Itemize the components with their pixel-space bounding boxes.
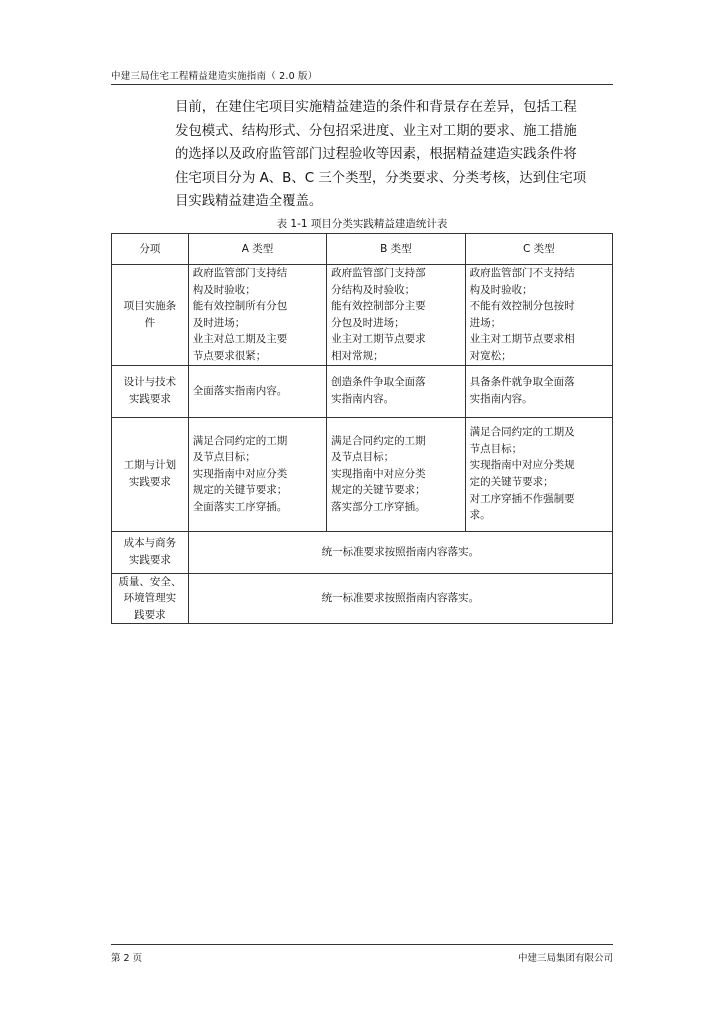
row-label: 项目实施条 件	[112, 265, 189, 366]
cell-type-b: 创造条件争取全面落 实指南内容。	[327, 365, 465, 417]
page-number: 第 2 页	[111, 953, 143, 964]
row-label: 质量、安全、 环境管理实 践要求	[112, 573, 189, 624]
company-name: 中建三局集团有限公司	[517, 953, 613, 964]
table-row	[112, 365, 613, 417]
table-header-row	[112, 234, 613, 265]
header-cell-item: 分项	[112, 234, 189, 265]
cell-type-c: 具备条件就争取全面落 实指南内容。	[465, 365, 612, 417]
header-cell-type-a: A 类型	[188, 234, 326, 265]
cell-type-c: 政府监管部门不支持结 构及时验收； 不能有效控制分包按时 进场； 业主对工期节点要求相 对宽松；	[465, 265, 612, 366]
body-line: 的选择以及政府监管部门过程验收等因素，根据精益建造实践条件将	[175, 147, 577, 162]
cell-type-a: 政府监管部门支持结 构及时验收； 能有效控制所有分包 及时进场； 业主对总工期及主要 节点要求很紧；	[188, 265, 326, 366]
header-cell-type-b: B 类型	[327, 234, 465, 265]
table-row	[112, 531, 613, 573]
row-label: 设计与技术 实践要求	[112, 365, 189, 417]
table-row	[112, 265, 613, 366]
body-line: 目前，在建住宅项目实施精益建造的条件和背景存在差异，包括工程	[175, 100, 577, 115]
cell-type-a: 全面落实指南内容。	[188, 365, 326, 417]
body-line: 目实践精益建造全覆盖。	[175, 194, 323, 209]
running-header: 中建三局住宅工程精益建造实施指南（ 2.0 版）	[111, 71, 318, 82]
footer-rule	[111, 944, 613, 945]
table-caption: 表 1-1 项目分类实践精益建造统计表	[276, 218, 448, 230]
header-rule	[111, 84, 613, 85]
body-line: 住宅项目分为 A、B、C 三个类型，分类要求、分类考核，达到住宅项	[175, 170, 587, 186]
table-row	[112, 573, 613, 624]
merged-requirement-cell: 统一标准要求按照指南内容落实。	[188, 531, 612, 573]
merged-requirement-cell: 统一标准要求按照指南内容落实。	[188, 573, 612, 624]
header-cell-type-c: C 类型	[465, 234, 612, 265]
cell-type-a: 满足合同约定的工期 及节点目标； 实现指南中对应分类 规定的关键节要求； 全面落实工序穿插。	[188, 417, 326, 531]
row-label: 成本与商务 实践要求	[112, 531, 189, 573]
classification-table	[111, 233, 613, 624]
cell-type-b: 政府监管部门支持部 分结构及时验收； 能有效控制部分主要 分包及时进场； 业主对工期节点要求 相对常规；	[327, 265, 465, 366]
row-label: 工期与计划 实践要求	[112, 417, 189, 531]
cell-type-c: 满足合同约定的工期及 节点目标； 实现指南中对应分类规 定的关键节要求； 对工序穿插不作强制要 求。	[465, 417, 612, 531]
cell-type-b: 满足合同约定的工期 及节点目标； 实现指南中对应分类 规定的关键节要求； 落实部分工序穿插。	[327, 417, 465, 531]
body-paragraph	[175, 96, 605, 214]
table-row	[112, 417, 613, 531]
body-line: 发包模式、结构形式、分包招采进度、业主对工期的要求、施工措施	[175, 123, 577, 139]
